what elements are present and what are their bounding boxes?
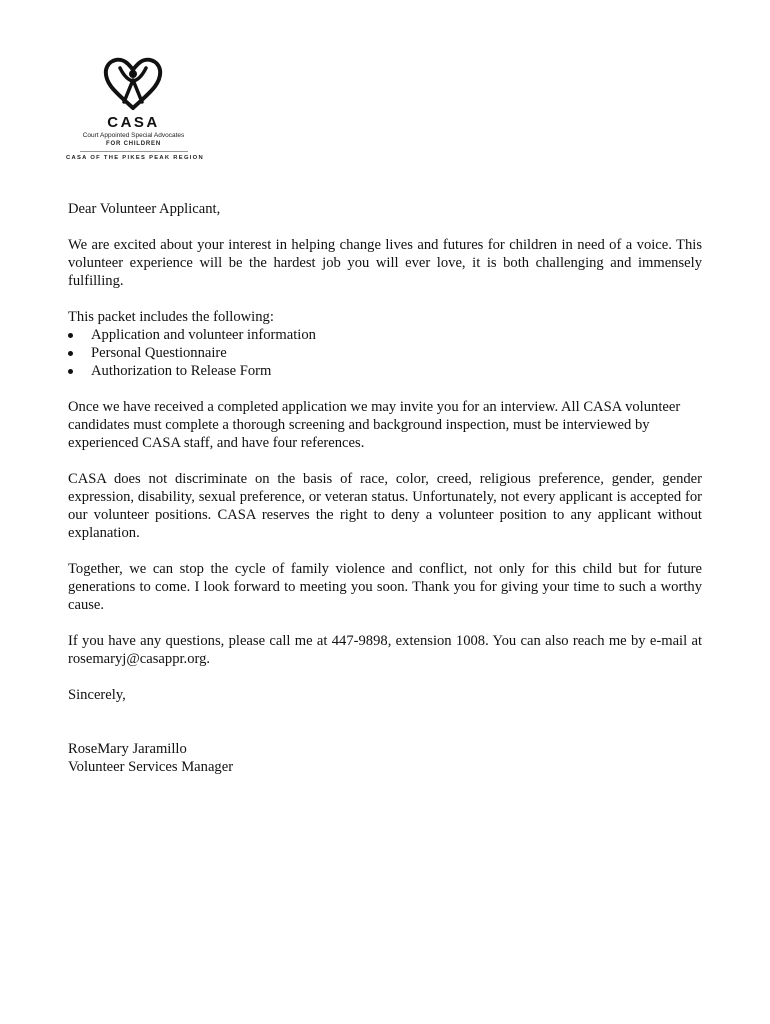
packet-item-label: Application and volunteer information xyxy=(91,327,316,343)
signer-title: Volunteer Services Manager xyxy=(68,759,234,775)
together-paragraph: Together, we can stop the cycle of family violence and conflict, not only for this child but for future generations to come. I look forward to meeting you soon. Thank you for giving your time to such a worthy cause. xyxy=(68,561,702,613)
salutation: Dear Volunteer Applicant, xyxy=(68,201,221,217)
list-item xyxy=(68,344,702,362)
heart-figure-icon xyxy=(100,54,166,112)
nondiscrimination-paragraph: CASA does not discriminate on the basis of race, color, creed, religious preference, gender, gender expression, disability, sexual preference, or veteran status. Unfortunately, not every applicant is accepted for our volunteer positions. CASA reserves the right to deny a volunteer position to any applicant without explanation. xyxy=(68,471,702,541)
casa-logo xyxy=(66,54,204,166)
bullet-icon xyxy=(68,351,73,356)
interview-paragraph: Once we have received a completed application we may invite you for an interview. All CASA volunteer candidates must complete a thorough screening and background inspection, must be interviewed by experienced CASA staff, and have four references. xyxy=(68,399,681,451)
bullet-icon xyxy=(68,369,73,374)
logo-subtitle: Court Appointed Special Advocates xyxy=(82,132,185,139)
intro-paragraph: We are excited about your interest in helping change lives and futures for children in need of a voice. This volunteer experience will be the hardest job you will ever love, it is both challenging and immensely fulfilling. xyxy=(68,237,702,289)
packet-item-label: Personal Questionnaire xyxy=(91,345,227,361)
packet-intro: This packet includes the following: xyxy=(68,309,274,325)
bullet-icon xyxy=(68,333,73,338)
list-item xyxy=(68,362,702,380)
logo-subtitle-children: FOR CHILDREN xyxy=(106,141,161,147)
logo-name: CASA xyxy=(107,114,160,131)
logo-region: CASA OF THE PIKES PEAK REGION xyxy=(66,155,204,161)
packet-item-label: Authorization to Release Form xyxy=(91,363,272,379)
packet-list xyxy=(68,326,702,380)
contact-paragraph: If you have any questions, please call me at 447-9898, extension 1008. You can also reach me by e-mail at rosemaryj@casappr.org. xyxy=(68,633,702,667)
closing: Sincerely, xyxy=(68,687,126,703)
signer-name: RoseMary Jaramillo xyxy=(68,741,187,757)
list-item xyxy=(68,326,702,344)
letter-body xyxy=(68,200,702,776)
logo-divider xyxy=(80,151,188,152)
